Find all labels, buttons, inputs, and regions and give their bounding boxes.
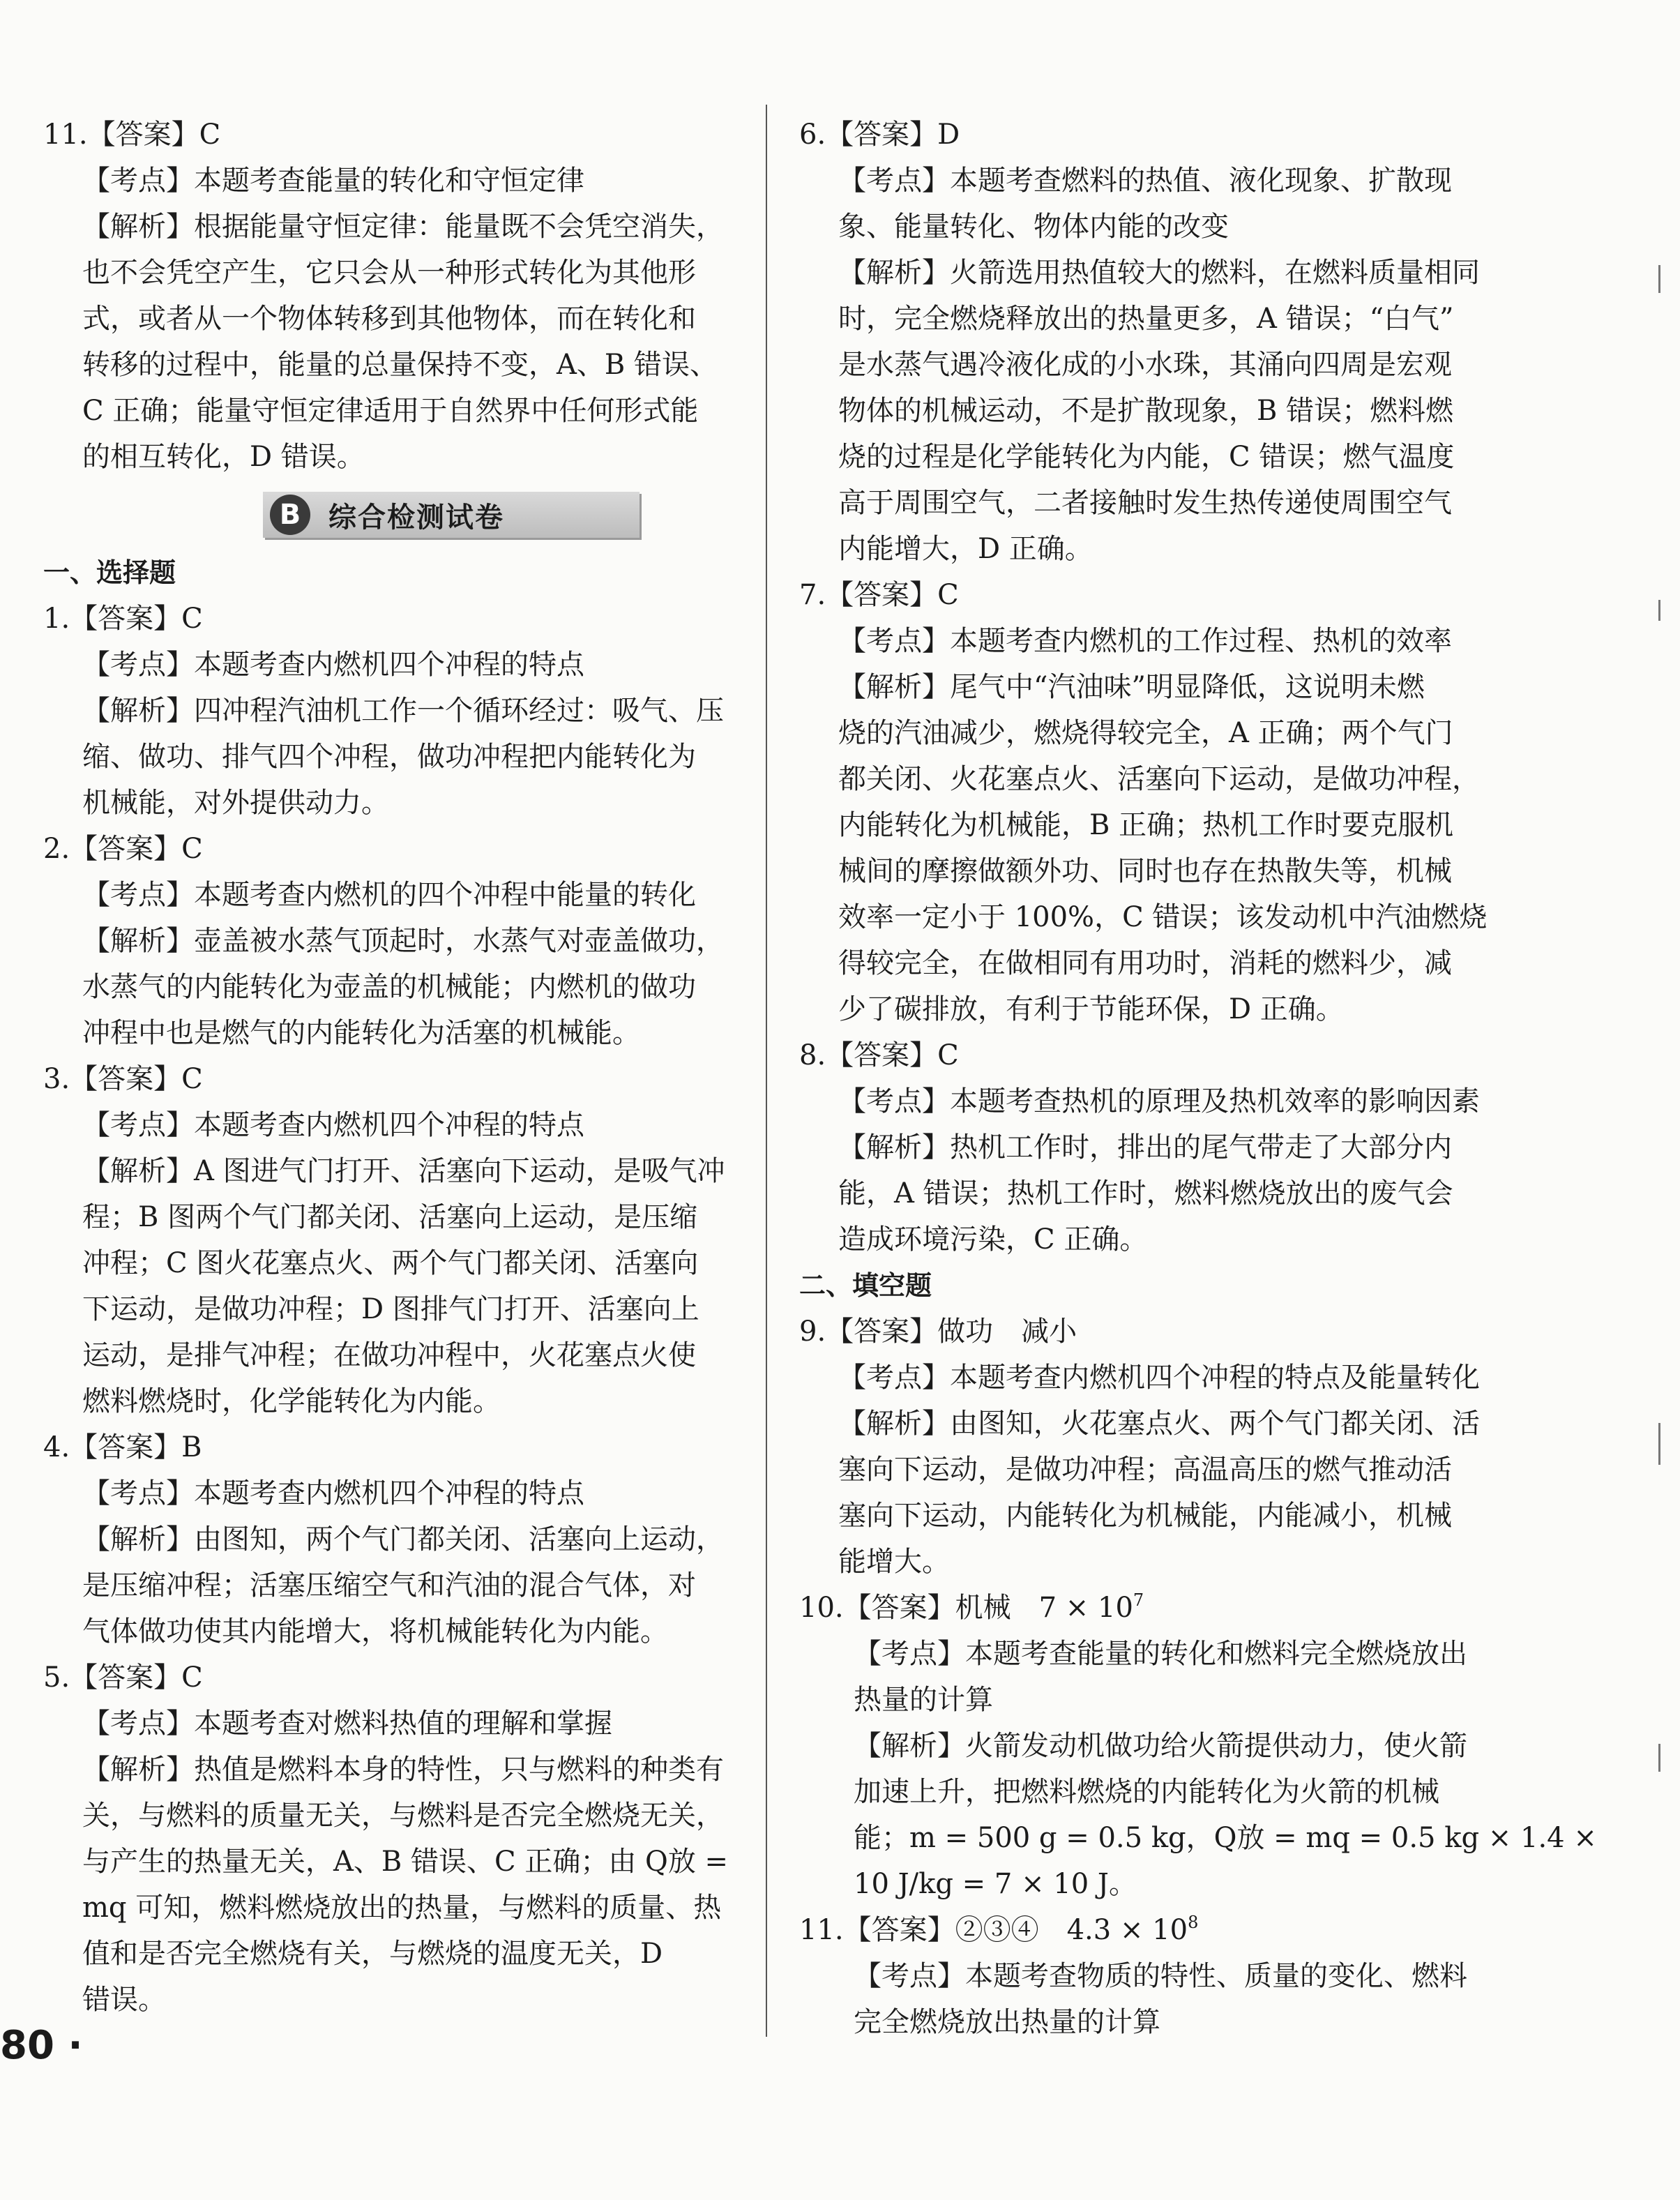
point-line: 【考点】本题考查内燃机四个冲程的特点及能量转化 [838, 1362, 1480, 1394]
analysis-line: 也不会凭空产生，它只会从一种形式转化为其他形 [82, 257, 696, 289]
analysis-line: 塞向下运动，内能转化为机械能，内能减小，机械 [838, 1500, 1452, 1532]
answer-line: 11.【答案】C [43, 119, 221, 151]
analysis-line: 时，完全燃烧释放出的热量更多，A 错误；“白气” [838, 303, 1454, 335]
answer-line: 2.【答案】C [43, 833, 203, 865]
analysis-line: 内能转化为机械能，B 正确；热机工作时要克服机 [838, 809, 1454, 841]
analysis-line: 关，与燃料的质量无关，与燃料是否完全燃烧无关， [82, 1800, 724, 1832]
section-banner [43, 480, 748, 550]
banner-title: 综合检测试卷 [328, 501, 504, 534]
analysis-line: 燃料燃烧时，化学能转化为内能。 [82, 1385, 501, 1417]
analysis-line: 【解析】由图知，火花塞点火、两个气门都关闭、活 [838, 1408, 1480, 1440]
answer-line: 5.【答案】C [43, 1662, 203, 1694]
analysis-line: 烧的过程是化学能转化为内能，C 错误；燃气温度 [838, 441, 1455, 473]
analysis-line: 加速上升，把燃料燃烧的内能转化为火箭的机械 [854, 1776, 1439, 1808]
point-line: 热量的计算 [854, 1684, 993, 1716]
analysis-line: 【解析】A 图进气门打开、活塞向下运动，是吸气冲 [82, 1155, 725, 1187]
point-line: 【考点】本题考查对燃料热值的理解和掌握 [82, 1708, 612, 1740]
point-line: 【考点】本题考查燃料的热值、液化现象、扩散现 [838, 165, 1452, 197]
analysis-line: 【解析】热机工作时，排出的尾气带走了大部分内 [838, 1131, 1452, 1163]
analysis-line: 【解析】四冲程汽油机工作一个循环经过：吸气、压 [82, 695, 724, 727]
analysis-line: 是水蒸气遇冷液化成的小水珠，其涌向四周是宏观 [838, 349, 1452, 381]
answer-line: 4.【答案】B [43, 1431, 202, 1463]
analysis-line: 【解析】火箭选用热值较大的燃料，在燃料质量相同 [838, 257, 1480, 289]
section-heading-fill: 二、填空题 [799, 1270, 932, 1301]
exponent: 7 [1133, 1590, 1144, 1610]
analysis-line: 得较完全，在做相同有用功时，消耗的燃料少，减 [838, 947, 1452, 979]
page-number: 80 · [0, 2023, 83, 2068]
analysis-line: 冲程；C 图火花塞点火、两个气门都关闭、活塞向 [82, 1247, 699, 1279]
analysis-line: 下运动，是做功冲程；D 图排气门打开、活塞向上 [82, 1293, 699, 1325]
analysis-line: 与产生的热量无关，A、B 错误、C 正确；由 Q放 = [82, 1846, 729, 1878]
answer-line [799, 1907, 1511, 1953]
scan-edge-mark [1658, 265, 1660, 293]
analysis-line: 转移的过程中，能量的总量保持不变，A、B 错误、 [82, 349, 718, 381]
analysis-line: 造成环境污染，C 正确。 [838, 1223, 1148, 1256]
analysis-line: C 正确；能量守恒定律适用于自然界中任何形式能 [82, 395, 699, 427]
analysis-line: 内能增大，D 正确。 [838, 533, 1093, 565]
analysis-line: 物体的机械运动，不是扩散现象，B 错误；燃料燃 [838, 395, 1454, 427]
b-badge-icon: B [270, 495, 310, 535]
point-line: 象、能量转化、物体内能的改变 [838, 211, 1229, 243]
analysis-line: 的相互转化，D 错误。 [82, 441, 365, 473]
banner-box [263, 492, 640, 538]
right-column [799, 112, 1597, 2045]
left-column [43, 112, 748, 2023]
analysis-line: 【解析】尾气中“汽油味”明显降低，这说明未燃 [838, 671, 1425, 703]
analysis-line: 【解析】热值是燃料本身的特性，只与燃料的种类有 [82, 1754, 724, 1786]
analysis-line: 错误。 [82, 1984, 166, 2016]
point-line: 【考点】本题考查热机的原理及热机效率的影响因素 [838, 1085, 1480, 1117]
answer-line [799, 1585, 1511, 1631]
point-line: 【考点】本题考查内燃机四个冲程的特点 [82, 649, 584, 681]
exponent: 8 [1188, 1913, 1199, 1932]
analysis-line: 能，A 错误；热机工作时，燃料燃烧放出的废气会 [838, 1177, 1453, 1210]
point-line: 完全燃烧放出热量的计算 [854, 2006, 1160, 2038]
analysis-line: 值和是否完全燃烧有关，与燃烧的温度无关，D [82, 1938, 663, 1970]
analysis-line: 运动，是排气冲程；在做功冲程中，火花塞点火使 [82, 1339, 696, 1371]
analysis-line: 少了碳排放，有利于节能环保，D 正确。 [838, 993, 1344, 1025]
analysis-line: 缩、做功、排气四个冲程，做功冲程把内能转化为 [82, 741, 696, 773]
analysis-line: 效率一定小于 100%，C 错误；该发动机中汽油燃烧 [838, 901, 1488, 933]
analysis-line: 烧的汽油减少，燃烧得较完全，A 正确；两个气门 [838, 717, 1453, 749]
answer-line: 3.【答案】C [43, 1063, 203, 1095]
point-line: 【考点】本题考查能量的转化和守恒定律 [82, 165, 584, 197]
analysis-line: 械间的摩擦做额外功、同时也存在热散失等，机械 [838, 855, 1452, 887]
analysis-line: 式，或者从一个物体转移到其他物体，而在转化和 [82, 303, 696, 335]
analysis-line: 【解析】根据能量守恒定律：能量既不会凭空消失， [82, 211, 724, 243]
point-line: 【考点】本题考查物质的特性、质量的变化、燃料 [854, 1960, 1467, 1992]
analysis-line: 气体做功使其内能增大，将机械能转化为内能。 [82, 1615, 668, 1648]
analysis-line: 是压缩冲程；活塞压缩空气和汽油的混合气体，对 [82, 1569, 696, 1602]
analysis-line: 高于周围空气，二者接触时发生热传递使周围空气 [838, 487, 1452, 519]
answer-line: 1.【答案】C [43, 603, 203, 635]
point-line: 【考点】本题考查能量的转化和燃料完全燃烧放出 [854, 1638, 1467, 1670]
answer-text: 11.【答案】②③④ 4.3 × 10 [799, 1914, 1188, 1946]
scan-edge-mark [1658, 600, 1660, 621]
analysis-line: 【解析】火箭发动机做功给火箭提供动力，使火箭 [854, 1730, 1467, 1762]
analysis-line: 机械能，对外提供动力。 [82, 787, 389, 819]
analysis-line: mq 可知，燃料燃烧放出的热量，与燃料的质量、热 [82, 1892, 722, 1924]
analysis-line: 冲程中也是燃气的内能转化为活塞的机械能。 [82, 1017, 640, 1049]
answer-line: 8.【答案】C [799, 1039, 959, 1071]
scan-edge-mark [1658, 1744, 1660, 1772]
answer-line: 6.【答案】D [799, 119, 960, 151]
analysis-line: 都关闭、火花塞点火、活塞向下运动，是做功冲程， [838, 763, 1480, 795]
point-line: 【考点】本题考查内燃机四个冲程的特点 [82, 1109, 584, 1141]
point-line: 【考点】本题考查内燃机四个冲程的特点 [82, 1477, 584, 1509]
answer-line: 7.【答案】C [799, 579, 959, 611]
point-line: 【考点】本题考查内燃机的工作过程、热机的效率 [838, 625, 1452, 657]
analysis-line: 【解析】由图知，两个气门都关闭、活塞向上运动， [82, 1523, 724, 1555]
analysis-line: 10 J/kg = 7 × 10 J。 [854, 1868, 1137, 1900]
analysis-line: 能；m = 500 g = 0.5 kg，Q放 = mq = 0.5 kg × 1.4 × [854, 1822, 1597, 1854]
column-divider [766, 105, 767, 2037]
section-heading-choice: 一、选择题 [43, 557, 176, 588]
point-line: 【考点】本题考查内燃机的四个冲程中能量的转化 [82, 879, 696, 911]
analysis-line: 程；B 图两个气门都关闭、活塞向上运动，是压缩 [82, 1201, 698, 1233]
answer-line: 9.【答案】做功 减小 [799, 1316, 1077, 1348]
analysis-line: 【解析】壶盖被水蒸气顶起时，水蒸气对壶盖做功， [82, 925, 724, 957]
scan-edge-mark [1658, 1423, 1660, 1465]
answer-text: 10.【答案】机械 7 × 10 [799, 1592, 1133, 1624]
analysis-line: 能增大。 [838, 1546, 950, 1578]
analysis-line: 水蒸气的内能转化为壶盖的机械能；内燃机的做功 [82, 971, 696, 1003]
analysis-line: 塞向下运动，是做功冲程；高温高压的燃气推动活 [838, 1454, 1452, 1486]
